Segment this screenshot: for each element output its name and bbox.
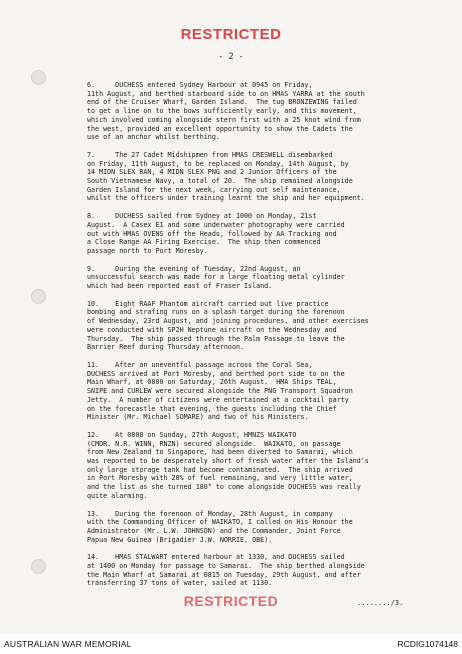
paragraph-line: Thursday. The ship passed through the Palm Passage to leave the [87, 334, 345, 343]
paragraph-line: 14. HMAS STALWART entered harbour at 1330, and DUCHESS sailed [87, 553, 345, 562]
page-number: - 2 - [218, 52, 244, 62]
paragraph-line: SNIPE and CURLEW were secured alongside the PNG Transport Squadron [87, 387, 353, 396]
paragraph-line: quite alarming. [87, 491, 148, 500]
paragraph-line: of Wednesday, 23rd August, and joining procedures, and other exercises [87, 317, 369, 326]
paragraph-line: passage north to Port Moresby. [87, 246, 208, 255]
paragraph-line: 6. DUCHESS entered Sydney Harbour at 0945 on Friday, [87, 81, 313, 89]
record-id: RCDIG1074148 [397, 639, 458, 649]
paragraph-line: from New Zealand to Singapore, had been diverted to Samarai, which [87, 448, 353, 457]
paragraph-line: South Vietnamese Navy, a total of 20. The ship remained alongside [87, 177, 353, 186]
paragraph-line: 14 MIDN SLEX RAN, 4 MIDN SLEX PNG and 2 Junior Officers of the [87, 168, 337, 177]
paragraph-line: on Friday, 11th August, to be replaced on Monday, 14th August, by [87, 159, 349, 168]
paragraph-line: at 1400 on Monday for passage to Samarai. The ship berthed alongside [87, 562, 365, 571]
paragraph-line: 7. The 27 Cadet Midshipmen from HMAS CRESWELL disembarked [87, 150, 333, 159]
paragraph-line: 11. After an uneventful passage across the Coral Sea, [87, 360, 313, 369]
paragraph-line: (CMDR. N.R. WINN, RNZN) secured alongside. WAIKATO, on passage [87, 439, 341, 448]
paragraph-line: August. A Casex E1 and some underwater photography were carried [87, 220, 345, 229]
paragraph-line: Papua New Guinea (Brigadier J.W. NORRIE, OBE). [87, 535, 273, 544]
paragraph-line: transferring 37 tons of water, sailed at 1130. [87, 579, 273, 588]
paragraph-line: to get a line on to the bows sufficiently early, and this movement, [87, 107, 357, 116]
paragraph-line: 9. During the evening of Tuesday, 22nd August, an [87, 264, 301, 273]
paragraph-line: was reported to be desperately short of fresh water after the Island's [87, 457, 369, 466]
paragraph-line: Jetty. A number of citizens were entertained at a cocktail party [87, 395, 349, 404]
punch-hole [31, 289, 46, 304]
punch-hole [31, 70, 46, 85]
paragraph-line: a Close Range AA Firing Exercise. The ship then commenced [87, 238, 321, 247]
paragraph-line: unsuccessful search was made for a large floating metal cylinder [87, 273, 345, 282]
paragraph-line: 11th August, and berthed starboard side to on HMAS YARRA at the south [87, 89, 365, 98]
paragraph-line: whilst the officers under training learnt the ship and her equipment. [87, 194, 365, 203]
paragraph-10 [87, 300, 439, 352]
paragraph-line: 13. During the forenoon of Monday, 28th August, in company [87, 509, 333, 518]
paragraph-line: in Port Moresby with 20% of fuel remaining, and very little water, [87, 474, 353, 483]
paragraph-line: the west, provided an excellent opportunity to show the Cadets the [87, 124, 353, 133]
paragraph-line: out with HMAS OVENS off the Heads, followed by AA Tracking and [87, 229, 337, 238]
punch-hole [31, 559, 46, 574]
paragraph-8 [87, 212, 439, 256]
paragraph-line: use of an anchor whilst berthing. [87, 133, 220, 142]
paragraph-line: only large storage tank had become contaminated. The ship arrived [87, 465, 353, 474]
paragraph-line: which had been reported east of Fraser Island. [87, 282, 273, 291]
archive-footer [0, 634, 462, 654]
paragraph-line: Main Wharf, at 0800 on Saturday, 26th August. HMA Ships TEAL, [87, 378, 337, 387]
paragraph-line: the Main Wharf at Samarai at 0815 on Tuesday, 29th August, and after [87, 570, 361, 579]
paragraph-9 [87, 265, 439, 291]
paragraph-11 [87, 361, 439, 422]
paragraph-line: Barrier Reef during Thursday afternoon. [87, 343, 245, 352]
paragraph-7 [87, 151, 439, 203]
paragraph-line: were conducted with SP2H Neptune aircraft on the Wednesday and [87, 325, 337, 334]
paragraph-line: Garden Island for the next week, carrying out self maintenance, [87, 185, 341, 194]
paragraph-line: on the forecastle that evening, the guests including the Chief [87, 404, 337, 413]
paragraph-line: 12. At 0800 on Sunday, 27th August, HMNZS WAIKATO [87, 430, 297, 439]
paragraph-line: which involved coming alongside stern first with a 25 knot wind from [87, 115, 361, 124]
paragraph-line: and the list as she turned 180° to come alongside DUCHESS was really [87, 483, 361, 492]
paragraph-line: Administrator (Mr. L.W. JOHNSON) and the Commander, Joint Force [87, 526, 341, 535]
continuation-marker: ......../3. [357, 599, 404, 607]
paragraph-line: 10. Eight RAAF Phantom aircraft carried out live practice [87, 299, 329, 308]
paragraph-6 [87, 81, 439, 142]
paragraph-12 [87, 431, 439, 501]
classification-stamp-top: RESTRICTED [180, 26, 282, 43]
paragraph-line: Minister (Mr. Michael SOMARE) and two of his Ministers. [87, 413, 309, 422]
paragraph-line: 8. DUCHESS sailed from Sydney at 1000 on Monday, 21st [87, 212, 317, 221]
document-body [87, 81, 439, 597]
paragraph-line: with the Commanding Officer of WAIKATO, I called on His Honour the [87, 518, 353, 527]
paragraph-13 [87, 510, 439, 545]
paragraph-line: bombing and strafing runs on a splash target during the forenoon [87, 308, 345, 317]
classification-stamp-bottom: RESTRICTED [183, 593, 279, 609]
paragraph-line: DUCHESS arrived at Port Moresby, and berthed port side to on the [87, 369, 345, 378]
paragraph-line: end of the Cruiser Wharf, Garden Island. The tug BRONZEWING failed [87, 98, 357, 107]
archive-name: AUSTRALIAN WAR MEMORIAL [4, 639, 132, 649]
paragraph-14 [87, 553, 439, 588]
